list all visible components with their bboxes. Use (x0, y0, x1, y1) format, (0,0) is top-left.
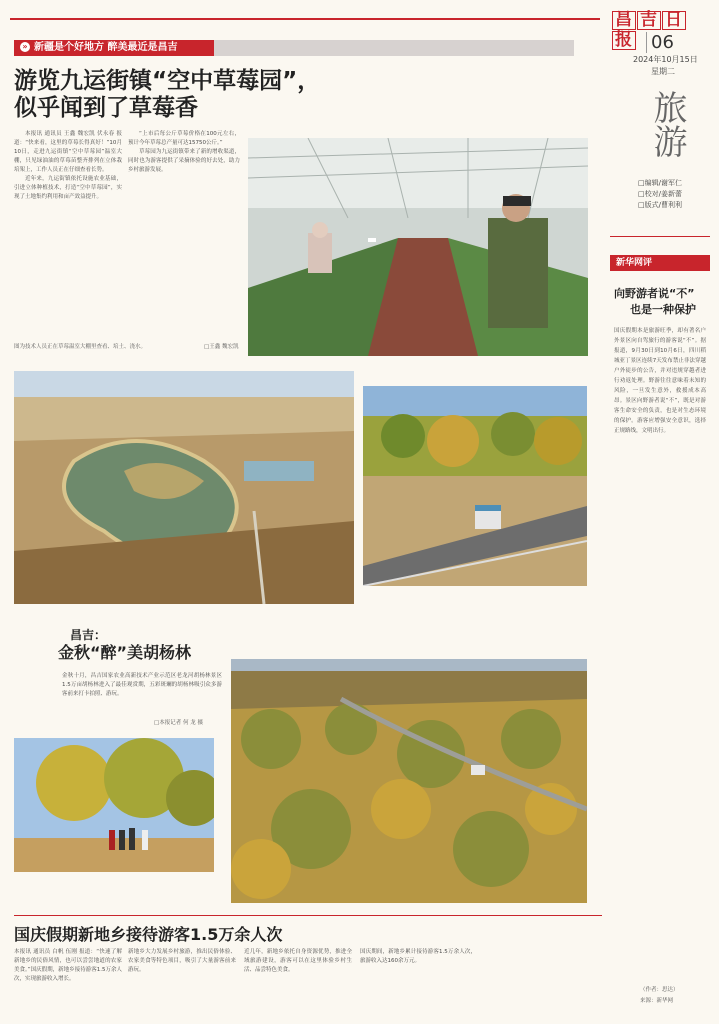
article3-column-4: 国庆期间，新地乡累计接待游客1.5万余人次，旅游收入达160余万元。 (360, 949, 476, 964)
comment-author: （作者：思达） (640, 987, 679, 993)
headline-line: 游览九运街镇“空中草莓园”， (14, 68, 321, 94)
comment-body: 国庆假期本是旅游旺季，却有著名户外景区向自驾旅行的游客说“不”。据报道，9月30日到10月6日，四川稻城亚丁景区连续7天发布禁止非法穿越户外徒步的公告，并对违规穿越者进行劝返处理。野游往往意味着未知的风险，一旦发生意外，救援成本高昂。景区向野游者说“不”，既是对游客生命安全的负责，也是对生态环境的保护。游客应增强安全意识，选择正规路线，文明出行。 (614, 328, 706, 434)
comment-source: 来源：新华网 (640, 998, 674, 1004)
article3-column-1: 本报讯 通讯员 白帆 伍刚 报道：“快速了解新地乡的民俗风情，也可以尝尝地道的农家美食。”国庆假期，新地乡接待游客1.5万余人次，实现旅游收入增长。 (14, 949, 122, 982)
masthead-char: 吉 (637, 11, 661, 30)
sidebar-rule (610, 236, 710, 237)
article1-column-1 (14, 130, 122, 338)
article1-paragraph: “上市后每公斤草莓价格在100元左右，预计今年草莓总产量可达15750公斤。” (128, 131, 240, 146)
location-label: 昌吉： (70, 628, 107, 642)
section-divider (14, 915, 602, 916)
article3-column-2: 新地乡大力发展乡村旅游，推出民俗体验、农家美食等特色项目，吸引了大量游客前来游玩。 (128, 949, 236, 973)
page-number: 06 (646, 32, 674, 53)
article1-headline (14, 68, 374, 122)
comment-title (614, 286, 710, 318)
aerial-lake-photo (14, 371, 354, 604)
poplar-forest-photo (231, 659, 587, 903)
article3-headline: 国庆假期新地乡接待游客1.5万余人次 (14, 925, 283, 944)
top-rule (10, 18, 600, 20)
ribbon-text: 新疆是个好地方 醉美最近是昌吉 (34, 42, 178, 53)
comment-banner-text: 新华网评 (616, 258, 653, 268)
article2-title: 金秋“醉”美胡杨林 (58, 643, 192, 662)
article1-byline: □王鑫 魏宏凯 (204, 344, 239, 350)
article2-paragraph: 金秋十月，昌吉国家农业高新技术产业示范区老龙河胡杨林景区1.5万亩胡杨林进入了最佳观赏期，五彩斑斓的胡杨林吸引众多游客前来打卡拍照、游玩。 (62, 673, 222, 697)
tourists-photo (14, 738, 214, 872)
article3-column-3: 近几年，新地乡依托自身资源优势，推进全域旅游建设，游客可以在这里体验乡村生活、品尝特色美食。 (244, 949, 352, 973)
masthead-char: 昌 (612, 11, 636, 30)
comment-title-line: 也是一种保护 (630, 303, 696, 316)
editors-list (638, 178, 682, 211)
article1-photo-caption: 图为技术人员正在草莓温室大棚里查看、培土、浇水。 (14, 344, 147, 350)
double-chevron-icon: » (20, 42, 30, 52)
editor-credit: □编辑/谢军仁 (638, 179, 682, 187)
road-cart-photo (363, 386, 587, 586)
issue-weekday: 星期二 (651, 67, 675, 76)
headline-line: 似乎闻到了草莓香 (14, 95, 198, 121)
masthead-char: 日 (662, 11, 686, 30)
ribbon-label (14, 40, 214, 56)
masthead-char: 报 (612, 31, 636, 50)
article1-paragraph: 本报讯 通讯员 王鑫 魏宏凯 伏永春 报道：“快来看，这里的草莓长得真好！”10月10日，走进九运街镇“空中草莓园”温室大棚，只见绿油油的草莓苗整齐排列在立体栽培架上，工作人员正在仔细查看长势。 (14, 131, 122, 173)
editor-credit: □版式/曹利利 (638, 201, 682, 209)
comment-banner (610, 255, 710, 271)
editor-credit: □校对/姜新蕾 (638, 190, 682, 198)
article1-paragraph: 草莓园为九运街镇带来了新的增收渠道，同时也为游客提供了采摘体验的好去处，助力乡村旅游发展。 (128, 149, 240, 173)
section-title: 旅游 (647, 90, 687, 158)
article1-column-2 (128, 130, 240, 338)
comment-title-line: 向野游者说“不” (614, 287, 695, 300)
article1-paragraph: 近年来，九运街镇依托设施农业基础，引进立体种植技术，打造“空中草莓园”，实现了土地集约利用和亩产效益提升。 (14, 176, 122, 200)
article2-byline: □本报记者 何 龙 摄 (154, 720, 203, 726)
greenhouse-photo (248, 138, 588, 356)
issue-date: 2024年10月15日 (633, 55, 698, 64)
